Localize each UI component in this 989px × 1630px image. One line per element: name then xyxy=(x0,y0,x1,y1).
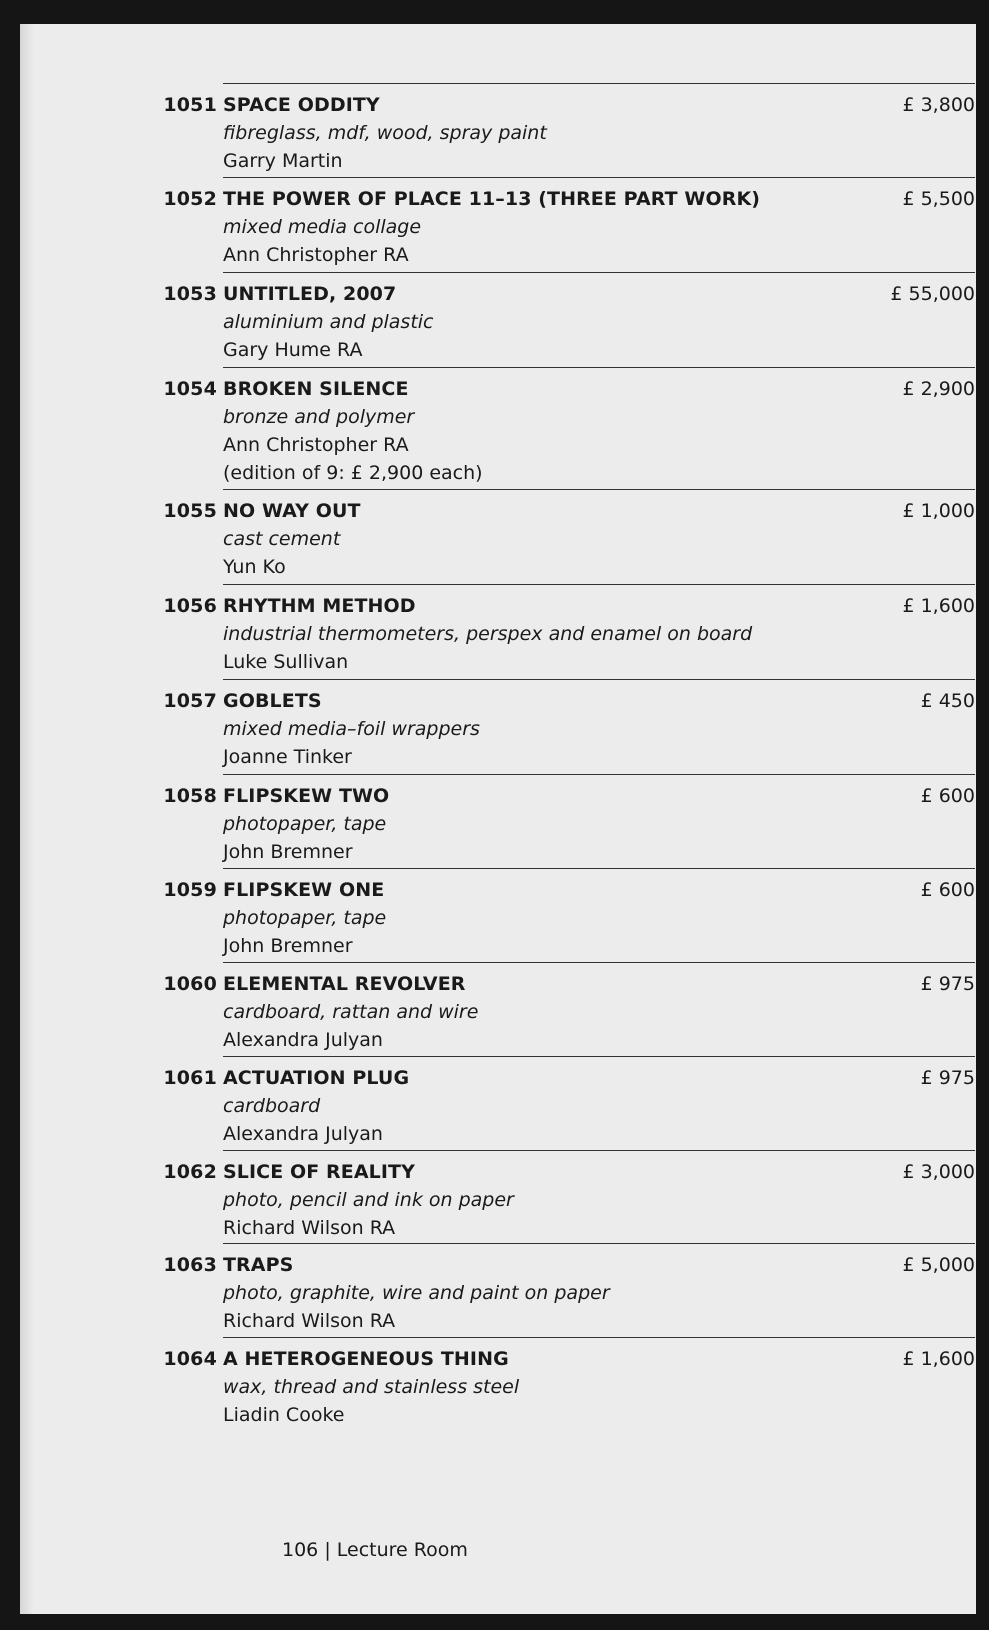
catalogue-entry xyxy=(163,177,975,272)
catalogue-list xyxy=(163,83,975,1431)
artwork-medium: bronze and polymer xyxy=(223,406,415,428)
artwork-title: ELEMENTAL REVOLVER xyxy=(223,973,466,995)
artwork-title: NO WAY OUT xyxy=(223,500,361,522)
artist-name: Luke Sullivan xyxy=(223,651,349,673)
artwork-price: £ 5,500 xyxy=(902,188,975,210)
artwork-price: £ 3,800 xyxy=(902,94,975,116)
catalogue-entry xyxy=(163,774,975,868)
artist-name: John Bremner xyxy=(223,841,353,863)
edition-note: (edition of 9: £ 2,900 each) xyxy=(223,462,483,484)
lot-number: 1057 xyxy=(163,690,217,712)
artwork-title: A HETEROGENEOUS THING xyxy=(223,1348,509,1370)
lot-number: 1064 xyxy=(163,1348,217,1370)
artwork-medium: mixed media–foil wrappers xyxy=(223,718,480,740)
artwork-price: £ 2,900 xyxy=(902,378,975,400)
artist-name: Alexandra Julyan xyxy=(223,1123,383,1145)
lot-number: 1051 xyxy=(163,94,217,116)
artwork-price: £ 600 xyxy=(920,879,975,901)
catalogue-entry xyxy=(163,584,975,679)
lot-number: 1059 xyxy=(163,879,217,901)
section-name: Lecture Room xyxy=(336,1539,468,1561)
lot-number: 1063 xyxy=(163,1254,217,1276)
artwork-price: £ 1,000 xyxy=(902,500,975,522)
lot-number: 1062 xyxy=(163,1161,217,1183)
artwork-medium: cast cement xyxy=(223,528,341,550)
page-footer xyxy=(282,1539,468,1561)
artist-name: Ann Christopher RA xyxy=(223,244,409,266)
artwork-medium: wax, thread and stainless steel xyxy=(223,1376,520,1398)
catalogue-entry xyxy=(163,679,975,774)
artwork-price: £ 1,600 xyxy=(902,1348,975,1370)
artwork-title: BROKEN SILENCE xyxy=(223,378,409,400)
lot-number: 1061 xyxy=(163,1067,217,1089)
artwork-medium: cardboard xyxy=(223,1095,321,1117)
artwork-title: SPACE ODDITY xyxy=(223,94,380,116)
artwork-title: TRAPS xyxy=(223,1254,294,1276)
artwork-medium: photo, pencil and ink on paper xyxy=(223,1189,514,1211)
artwork-medium: photo, graphite, wire and paint on paper xyxy=(223,1282,610,1304)
artwork-title: RHYTHM METHOD xyxy=(223,595,416,617)
artwork-medium: fibreglass, mdf, wood, spray paint xyxy=(223,122,547,144)
artist-name: Alexandra Julyan xyxy=(223,1029,383,1051)
catalogue-entry xyxy=(163,1243,975,1337)
lot-number: 1053 xyxy=(163,283,217,305)
lot-number: 1055 xyxy=(163,500,217,522)
lot-number: 1056 xyxy=(163,595,217,617)
catalogue-entry xyxy=(163,962,975,1056)
artwork-title: SLICE OF REALITY xyxy=(223,1161,415,1183)
artwork-medium: mixed media collage xyxy=(223,216,422,238)
artwork-title: FLIPSKEW TWO xyxy=(223,785,390,807)
artwork-medium: aluminium and plastic xyxy=(223,311,434,333)
artwork-medium: industrial thermometers, perspex and enamel on board xyxy=(223,623,753,645)
artwork-title: FLIPSKEW ONE xyxy=(223,879,385,901)
artwork-price: £ 600 xyxy=(920,785,975,807)
artwork-price: £ 1,600 xyxy=(902,595,975,617)
lot-number: 1060 xyxy=(163,973,217,995)
artwork-price: £ 55,000 xyxy=(890,283,975,305)
artist-name: Richard Wilson RA xyxy=(223,1217,396,1239)
catalogue-entry xyxy=(163,367,975,489)
artwork-price: £ 5,000 xyxy=(902,1254,975,1276)
footer-separator: | xyxy=(324,1539,331,1561)
artist-name: Yun Ko xyxy=(223,556,286,578)
catalogue-entry xyxy=(163,1056,975,1150)
artwork-title: GOBLETS xyxy=(223,690,322,712)
artist-name: Richard Wilson RA xyxy=(223,1310,396,1332)
artwork-price: £ 3,000 xyxy=(902,1161,975,1183)
catalogue-page xyxy=(20,24,976,1614)
catalogue-entry xyxy=(163,868,975,962)
catalogue-entry xyxy=(163,1150,975,1243)
artwork-medium: photopaper, tape xyxy=(223,907,387,929)
lot-number: 1052 xyxy=(163,188,217,210)
catalogue-entry xyxy=(163,83,975,177)
catalogue-entry xyxy=(163,1337,975,1431)
artwork-price: £ 975 xyxy=(920,973,975,995)
artwork-title: ACTUATION PLUG xyxy=(223,1067,410,1089)
artist-name: Garry Martin xyxy=(223,150,343,172)
artist-name: Joanne Tinker xyxy=(223,746,352,768)
artwork-medium: cardboard, rattan and wire xyxy=(223,1001,479,1023)
lot-number: 1054 xyxy=(163,378,217,400)
artist-name: Liadin Cooke xyxy=(223,1404,345,1426)
artwork-title: THE POWER OF PLACE 11–13 (THREE PART WORK) xyxy=(223,188,761,210)
artwork-price: £ 450 xyxy=(920,690,975,712)
artwork-medium: photopaper, tape xyxy=(223,813,387,835)
page-number: 106 xyxy=(282,1539,319,1561)
artwork-title: UNTITLED, 2007 xyxy=(223,283,397,305)
artist-name: John Bremner xyxy=(223,935,353,957)
catalogue-entry xyxy=(163,489,975,584)
artist-name: Gary Hume RA xyxy=(223,339,363,361)
catalogue-entry xyxy=(163,272,975,367)
artist-name: Ann Christopher RA xyxy=(223,434,409,456)
artwork-price: £ 975 xyxy=(920,1067,975,1089)
lot-number: 1058 xyxy=(163,785,217,807)
